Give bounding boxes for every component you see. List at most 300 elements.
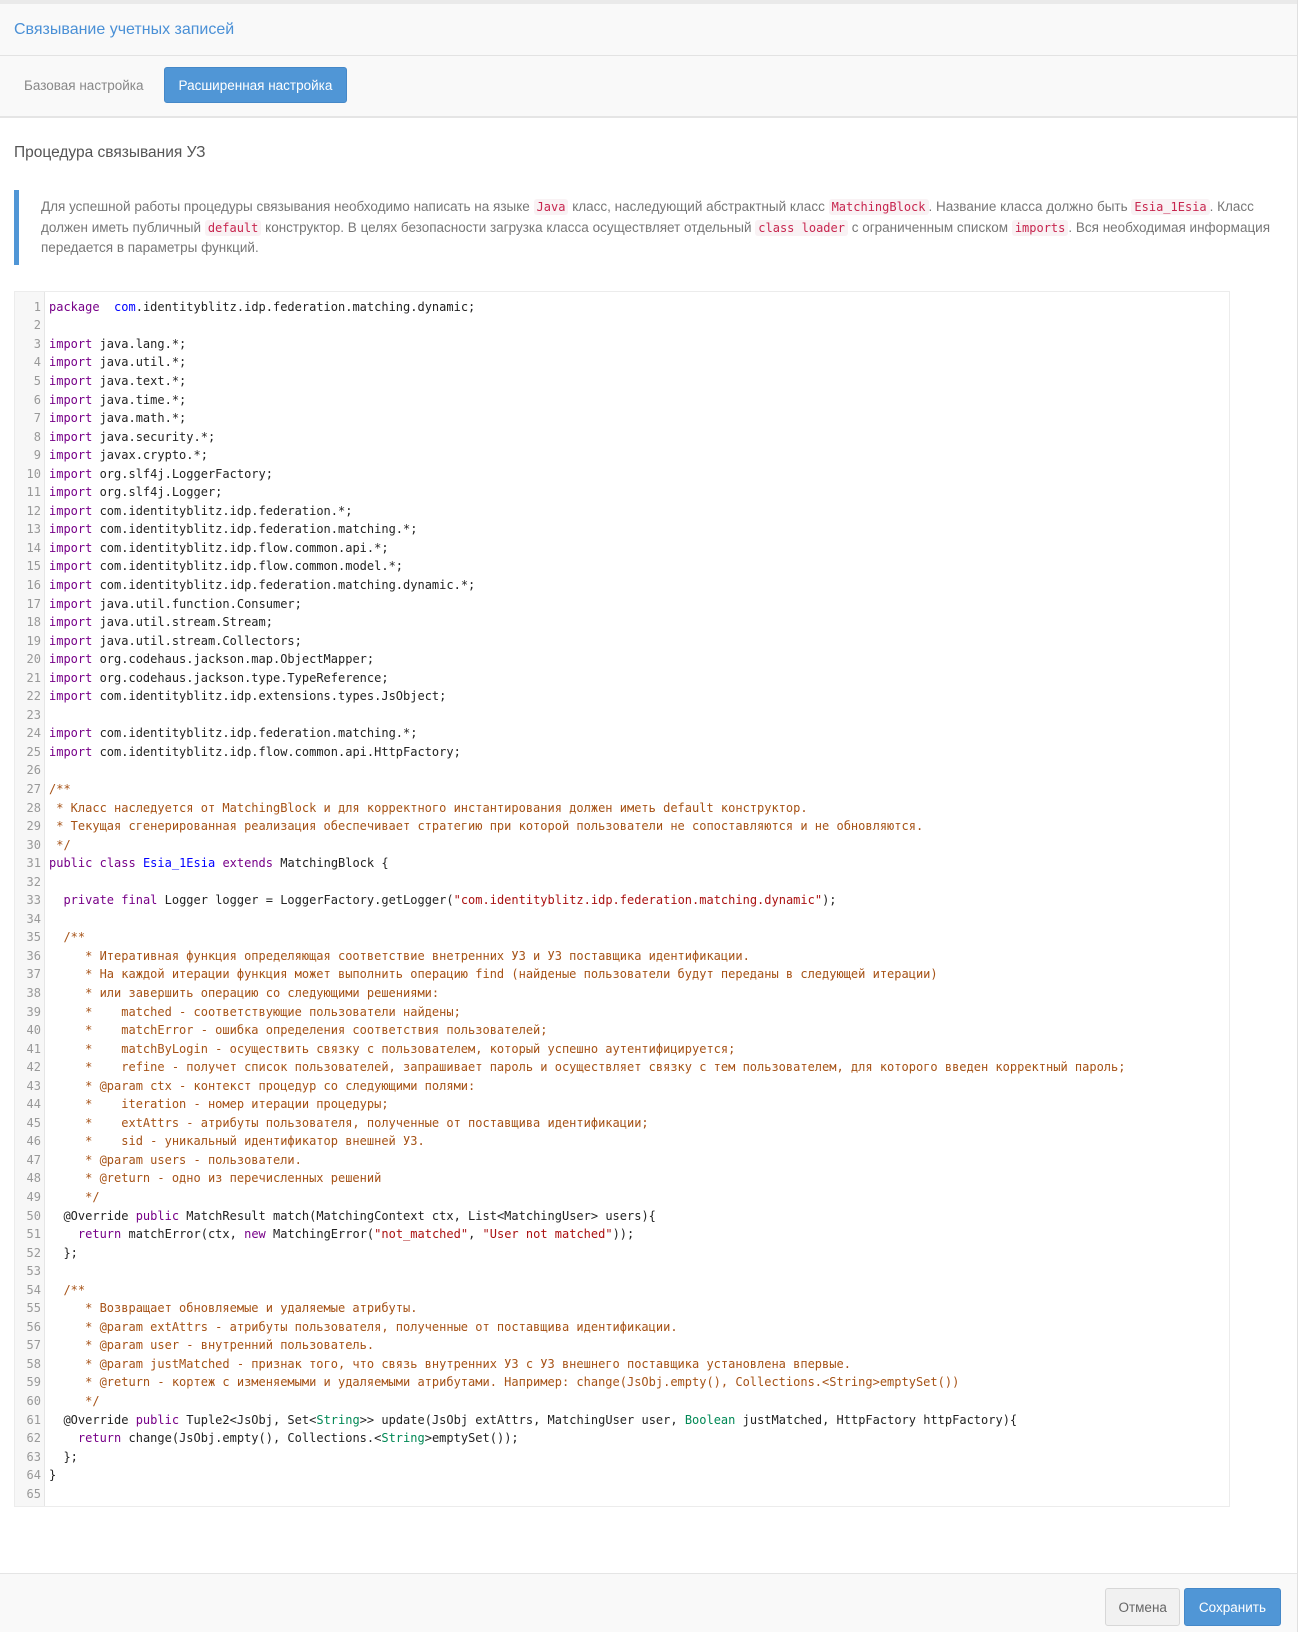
- line-number: 28: [26, 800, 41, 815]
- line-number: 52: [26, 1245, 41, 1260]
- line-number: 65: [26, 1486, 41, 1501]
- dialog-header: [0, 4, 1297, 56]
- code-line[interactable]: [15, 668, 1229, 687]
- code-line[interactable]: [15, 835, 1229, 854]
- code-token: import: [49, 373, 93, 388]
- code-token: @Override: [49, 1412, 136, 1427]
- line-number: 44: [26, 1097, 41, 1112]
- code-token: .identityblitz.idp.federation.matching.dynamic;: [135, 299, 476, 314]
- code-token: org.slf4j.Logger;: [92, 485, 223, 500]
- line-number: 56: [26, 1319, 41, 1334]
- code-line[interactable]: [15, 872, 1229, 891]
- code-line[interactable]: [15, 483, 1229, 502]
- line-number: 20: [26, 652, 41, 667]
- code-token: java.text.*;: [92, 373, 187, 388]
- code-text: [45, 485, 222, 499]
- callout-text: . Класс должен иметь публичный: [41, 199, 1254, 235]
- code-token: com.identityblitz.idp.extensions.types.JsObject;: [92, 689, 447, 704]
- code-token: import: [49, 726, 93, 741]
- code-line[interactable]: [15, 1076, 1229, 1095]
- inline-code: Esia_1Esia: [1131, 199, 1209, 215]
- code-token: * matchByLogin - осуществить связку с пользователем, который успешно аутентифицируется;: [49, 1041, 736, 1056]
- code-text: [45, 1450, 78, 1464]
- code-line[interactable]: [15, 891, 1229, 910]
- code-token: * refine - получет список пользователей, запрашивает пароль и осуществляет связку с тем пользователем, для которого введен корректный пароль;: [49, 1060, 1126, 1075]
- code-token: import: [49, 744, 93, 759]
- code-text: [45, 1301, 417, 1315]
- code-token: [100, 300, 114, 314]
- line-number: 45: [26, 1115, 41, 1130]
- code-line[interactable]: [15, 650, 1229, 669]
- inline-code: imports: [1012, 220, 1069, 236]
- code-text: [45, 1023, 548, 1037]
- code-token: };: [49, 1245, 78, 1260]
- code-token: change(JsObj.empty(), Collections.<: [121, 1431, 382, 1446]
- code-text: [45, 1134, 425, 1148]
- code-text: [45, 1394, 100, 1408]
- code-line[interactable]: [15, 1206, 1229, 1225]
- code-token: [49, 1431, 78, 1445]
- content: [0, 144, 1297, 1507]
- code-line[interactable]: [15, 1262, 1229, 1281]
- code-text: [45, 1153, 302, 1167]
- code-line[interactable]: [15, 1058, 1229, 1077]
- code-line[interactable]: [15, 631, 1229, 650]
- code-text: [45, 967, 938, 981]
- code-token: import: [49, 503, 93, 518]
- line-number: 29: [26, 819, 41, 834]
- line-number: 60: [26, 1394, 41, 1409]
- code-token: String: [381, 1431, 425, 1446]
- code-text: [45, 578, 475, 592]
- section-title: Процедура связывания УЗ: [14, 144, 206, 161]
- code-lines[interactable]: [15, 298, 1229, 1504]
- code-line[interactable]: [15, 1132, 1229, 1151]
- line-number: 51: [26, 1227, 41, 1242]
- code-token: [49, 893, 63, 907]
- code-text: [45, 949, 750, 963]
- code-line[interactable]: [15, 1299, 1229, 1318]
- inline-code: class loader: [755, 220, 848, 236]
- code-token: "com.identityblitz.idp.federation.matching.dynamic": [453, 893, 823, 908]
- code-token: new: [244, 1227, 266, 1242]
- code-text: [45, 1338, 374, 1352]
- code-line[interactable]: [15, 409, 1229, 428]
- code-token: * @return - кортеж с изменяемыми и удаляемыми атрибутами. Например: change(JsObj.empty(), Collections.<String>emptySet()): [49, 1375, 960, 1390]
- code-token: return: [77, 1431, 122, 1446]
- code-token: private: [63, 893, 115, 908]
- code-text: [45, 726, 417, 740]
- code-token: "User not matched": [482, 1227, 613, 1242]
- line-number: 12: [26, 503, 41, 518]
- code-token: * @return - одно из перечисленных решений: [49, 1171, 382, 1186]
- line-number: 1: [33, 299, 41, 314]
- callout-text: . Вся необходимая информация передается в параметры функций.: [41, 219, 1271, 255]
- code-token: "not_matched": [374, 1227, 469, 1242]
- code-text: [45, 522, 417, 536]
- code-token: org.codehaus.jackson.type.TypeReference;: [92, 670, 389, 685]
- code-line[interactable]: [15, 613, 1229, 632]
- line-number: 7: [33, 411, 41, 426]
- code-token: com.identityblitz.idp.flow.common.api.*;: [92, 540, 389, 555]
- code-token: import: [49, 652, 93, 667]
- code-token: class: [99, 856, 136, 871]
- inline-code: default: [205, 220, 262, 236]
- code-token: * @param user - внутренний пользователь.: [49, 1338, 375, 1353]
- line-number: 40: [26, 1023, 41, 1038]
- code-line[interactable]: [15, 594, 1229, 613]
- code-token: MatchResult match(MatchingContext ctx, List<MatchingUser> users){: [179, 1208, 656, 1223]
- line-number: 11: [26, 485, 41, 500]
- code-text: [45, 1209, 656, 1223]
- code-token: ,: [468, 1227, 483, 1242]
- code-token: final: [121, 893, 158, 908]
- cancel-button[interactable]: Отмена: [1105, 1588, 1179, 1626]
- code-token: import: [49, 689, 93, 704]
- code-line[interactable]: [15, 557, 1229, 576]
- code-text: [45, 1283, 85, 1297]
- code-line[interactable]: [15, 910, 1229, 929]
- code-token: java.util.stream.Collectors;: [92, 633, 302, 648]
- line-number: 17: [26, 596, 41, 611]
- code-line[interactable]: [15, 1169, 1229, 1188]
- code-line[interactable]: [15, 798, 1229, 817]
- code-text: [45, 393, 186, 407]
- code-token: javax.crypto.*;: [92, 448, 208, 463]
- code-token: org.slf4j.LoggerFactory;: [92, 466, 273, 481]
- line-number: 6: [33, 392, 41, 407]
- code-token: * matchError - ошибка определения соответствия пользователей;: [49, 1023, 548, 1038]
- code-text: [45, 782, 71, 796]
- code-token: import: [49, 411, 93, 426]
- code-text: [45, 374, 186, 388]
- line-number: 46: [26, 1134, 41, 1149]
- code-line[interactable]: [15, 1392, 1229, 1411]
- code-token: [49, 1283, 63, 1297]
- code-token: import: [49, 540, 93, 555]
- code-token: java.lang.*;: [92, 336, 187, 351]
- code-line[interactable]: [15, 464, 1229, 483]
- code-line[interactable]: [15, 576, 1229, 595]
- code-line[interactable]: [15, 502, 1229, 521]
- code-text: [45, 355, 186, 369]
- line-number: 47: [26, 1152, 41, 1167]
- line-number: 41: [26, 1041, 41, 1056]
- code-text: [45, 1227, 634, 1241]
- code-line[interactable]: [15, 390, 1229, 409]
- code-line[interactable]: [15, 984, 1229, 1003]
- code-text: [45, 430, 215, 444]
- code-text: [45, 819, 923, 833]
- code-line[interactable]: [15, 353, 1229, 372]
- line-number: 21: [26, 670, 41, 685]
- code-token: * Итеративная функция определяющая соответствие внетренних УЗ и УЗ поставщика идентификации.: [49, 948, 750, 963]
- code-token: extends: [222, 856, 274, 871]
- callout-text: . Название класса должно быть: [928, 199, 1132, 214]
- code-token: * iteration - номер итерации процедуры;: [49, 1097, 389, 1112]
- code-token: * @param extAttrs - атрибуты пользователя, полученные от поставщива идентификации.: [49, 1319, 678, 1334]
- code-line[interactable]: [15, 1336, 1229, 1355]
- code-token: java.util.function.Consumer;: [92, 596, 302, 611]
- code-text: [45, 986, 439, 1000]
- line-number: 48: [26, 1171, 41, 1186]
- line-number: 22: [26, 689, 41, 704]
- code-text: [45, 1320, 678, 1334]
- code-text: [45, 1246, 78, 1260]
- code-token: */: [49, 1394, 100, 1409]
- code-token: >emptySet());: [424, 1431, 519, 1446]
- line-number: 64: [26, 1468, 41, 1483]
- code-line[interactable]: [15, 1243, 1229, 1262]
- code-line[interactable]: [15, 706, 1229, 725]
- code-line[interactable]: [15, 1318, 1229, 1337]
- code-token: ));: [612, 1227, 635, 1242]
- code-text: [45, 300, 475, 314]
- tabs-bar: [0, 56, 1297, 118]
- code-token: import: [49, 466, 93, 481]
- code-token: com.identityblitz.idp.federation.matching.*;: [92, 726, 418, 741]
- code-token: MatchingError(: [265, 1227, 375, 1242]
- code-token: package: [49, 299, 100, 314]
- code-line[interactable]: [15, 1188, 1229, 1207]
- line-number: 24: [26, 726, 41, 741]
- code-text: [45, 634, 302, 648]
- code-text: [45, 893, 837, 907]
- info-callout: [14, 190, 1283, 265]
- code-line[interactable]: [15, 1151, 1229, 1170]
- line-number: 8: [33, 429, 41, 444]
- code-token: * или завершить операцию со следующими решениями:: [49, 986, 440, 1000]
- code-text: [45, 1116, 649, 1130]
- code-token: java.util.stream.Stream;: [92, 615, 273, 630]
- code-text: [45, 1413, 1017, 1427]
- code-text: [45, 411, 186, 425]
- code-token: * Класс наследуется от MatchingBlock и для корректного инстантирования должен иметь default конструктор.: [49, 800, 808, 815]
- code-line[interactable]: [15, 1039, 1229, 1058]
- line-number: 57: [26, 1338, 41, 1353]
- code-text: [45, 671, 389, 685]
- code-line[interactable]: [15, 743, 1229, 762]
- code-token: java.time.*;: [92, 392, 187, 407]
- code-token: import: [49, 355, 93, 370]
- line-number: 16: [26, 577, 41, 592]
- code-token: justMatched, HttpFactory httpFactory){: [735, 1412, 1018, 1427]
- code-line[interactable]: [15, 298, 1229, 317]
- code-token: java.math.*;: [92, 411, 187, 426]
- code-text: [45, 559, 403, 573]
- code-line[interactable]: [15, 539, 1229, 558]
- code-token: import: [49, 633, 93, 648]
- code-token: */: [49, 1190, 100, 1205]
- dialog-footer: [0, 1573, 1297, 1632]
- code-token: public: [135, 1412, 180, 1427]
- line-number: 14: [26, 540, 41, 555]
- code-line[interactable]: [15, 1114, 1229, 1133]
- code-token: Tuple2<JsObj, Set<: [179, 1412, 317, 1427]
- line-number: 5: [33, 373, 41, 388]
- code-line[interactable]: [15, 1373, 1229, 1392]
- code-line[interactable]: [15, 427, 1229, 446]
- code-text: [45, 1357, 851, 1371]
- code-token: @Override: [49, 1208, 136, 1223]
- code-line[interactable]: [15, 928, 1229, 947]
- code-line[interactable]: [15, 1355, 1229, 1374]
- code-token: com.identityblitz.idp.flow.common.api.HttpFactory;: [92, 744, 461, 759]
- code-line[interactable]: [15, 947, 1229, 966]
- code-token: com.identityblitz.idp.federation.matching.*;: [92, 522, 418, 537]
- code-token: com.identityblitz.idp.federation.*;: [92, 503, 353, 518]
- code-token: >> update(JsObj extAttrs, MatchingUser user,: [359, 1412, 685, 1427]
- line-number: 49: [26, 1190, 41, 1205]
- code-token: import: [49, 577, 93, 592]
- code-token: import: [49, 522, 93, 537]
- line-number: 3: [33, 336, 41, 351]
- code-editor[interactable]: [14, 291, 1230, 1507]
- code-token: * extAttrs - атрибуты пользователя, полученные от поставщива идентификации;: [49, 1115, 649, 1130]
- line-number: 34: [26, 911, 41, 926]
- code-token: [49, 930, 63, 944]
- code-token: [92, 856, 99, 870]
- code-line[interactable]: [15, 1429, 1229, 1448]
- code-line[interactable]: [15, 965, 1229, 984]
- code-text: [45, 856, 389, 870]
- code-token: import: [49, 485, 93, 500]
- tab-advanced-settings[interactable]: Расширенная настройка: [164, 67, 348, 103]
- callout-text: конструктор. В целях безопасности загрузка класса осуществляет отдельный: [261, 219, 756, 235]
- tab-basic-settings[interactable]: Базовая настройка: [24, 77, 144, 93]
- line-number: 23: [26, 707, 41, 722]
- code-line[interactable]: [15, 520, 1229, 539]
- code-text: [45, 597, 302, 611]
- line-number: 63: [26, 1449, 41, 1464]
- code-token: public: [135, 1208, 180, 1223]
- code-text: [45, 448, 208, 462]
- code-text: [45, 1190, 100, 1204]
- code-line[interactable]: [15, 1095, 1229, 1114]
- code-token: * @param justMatched - признак того, что связь внутренних УЗ с УЗ внешнего поставщика установлена впервые.: [49, 1356, 851, 1371]
- line-number: 35: [26, 930, 41, 945]
- code-token: public: [49, 856, 93, 871]
- code-line[interactable]: [15, 316, 1229, 335]
- code-text: [45, 1005, 461, 1019]
- line-number: 43: [26, 1078, 41, 1093]
- dialog-title: Связывание учетных записей: [14, 21, 235, 38]
- code-text: [45, 541, 389, 555]
- code-text: [45, 838, 71, 852]
- code-token: java.security.*;: [92, 429, 216, 444]
- code-token: MatchingBlock {: [273, 856, 389, 871]
- code-text: [45, 1468, 56, 1482]
- code-token: String: [316, 1412, 360, 1427]
- line-number: 54: [26, 1282, 41, 1297]
- line-number: 59: [26, 1375, 41, 1390]
- code-token: Logger logger = LoggerFactory.getLogger(: [157, 893, 454, 908]
- code-token: Esia_1Esia: [142, 856, 216, 871]
- line-number: 26: [26, 763, 41, 778]
- code-line[interactable]: [15, 817, 1229, 836]
- code-text: [45, 467, 273, 481]
- line-number: 37: [26, 967, 41, 982]
- code-text: [45, 1097, 389, 1111]
- code-token: * Возвращает обновляемые и удаляемые атрибуты.: [49, 1301, 418, 1316]
- code-text: [45, 1042, 735, 1056]
- code-line[interactable]: [15, 1225, 1229, 1244]
- line-number: 31: [26, 856, 41, 871]
- line-number: 50: [26, 1208, 41, 1223]
- code-token: import: [49, 596, 93, 611]
- code-line[interactable]: [15, 1447, 1229, 1466]
- code-token: java.util.*;: [92, 355, 187, 370]
- code-line[interactable]: [15, 1485, 1229, 1504]
- code-token: import: [49, 559, 93, 574]
- line-number: 10: [26, 466, 41, 481]
- code-line[interactable]: [15, 372, 1229, 391]
- line-number: 13: [26, 522, 41, 537]
- code-token: import: [49, 336, 93, 351]
- code-text: [45, 337, 186, 351]
- line-number: 55: [26, 1301, 41, 1316]
- code-token: return: [77, 1227, 122, 1242]
- code-token: com.identityblitz.idp.federation.matching.dynamic.*;: [92, 577, 476, 592]
- line-number: 39: [26, 1004, 41, 1019]
- code-line[interactable]: [15, 1466, 1229, 1485]
- code-line[interactable]: [15, 1410, 1229, 1429]
- code-token: * @param users - пользователи.: [49, 1152, 302, 1167]
- code-line[interactable]: [15, 780, 1229, 799]
- callout-text: Для успешной работы процедуры связывания необходимо написать на языке: [41, 199, 534, 214]
- line-number: 53: [26, 1264, 41, 1279]
- code-text: [45, 504, 352, 518]
- code-line[interactable]: [15, 687, 1229, 706]
- line-number: 42: [26, 1060, 41, 1075]
- code-token: );: [822, 893, 837, 908]
- line-number: 62: [26, 1431, 41, 1446]
- inline-code: MatchingBlock: [829, 199, 929, 215]
- code-token: matchError(ctx,: [121, 1227, 245, 1242]
- code-token: /**: [63, 1282, 86, 1297]
- code-text: [45, 615, 273, 629]
- line-number: 15: [26, 559, 41, 574]
- code-token: * Текущая сгенерированная реализация обеспечивает стратегию при которой пользователи не сопоставляются и не обновляются.: [49, 819, 924, 834]
- code-token: * На каждой итерации функция может выполнить операцию find (найденые пользователи будут переданы в следующей итерации): [49, 967, 938, 982]
- code-line[interactable]: [15, 761, 1229, 780]
- code-text: [45, 745, 461, 759]
- code-line[interactable]: [15, 1021, 1229, 1040]
- code-line[interactable]: [15, 854, 1229, 873]
- code-line[interactable]: [15, 1002, 1229, 1021]
- code-token: * matched - соответствующие пользователи найдены;: [49, 1004, 461, 1019]
- code-line[interactable]: [15, 335, 1229, 354]
- code-token: import: [49, 615, 93, 630]
- code-line[interactable]: [15, 446, 1229, 465]
- code-text: [45, 1060, 1125, 1074]
- line-number: 30: [26, 837, 41, 852]
- line-number: 61: [26, 1412, 41, 1427]
- inline-code: Java: [534, 199, 569, 215]
- code-line[interactable]: [15, 1280, 1229, 1299]
- code-line[interactable]: [15, 724, 1229, 743]
- code-text: [45, 652, 374, 666]
- line-number: 58: [26, 1356, 41, 1371]
- code-token: /**: [49, 781, 71, 796]
- line-number: 9: [33, 448, 41, 463]
- code-text: [45, 1375, 959, 1389]
- code-text: [45, 1079, 475, 1093]
- save-button[interactable]: Сохранить: [1184, 1588, 1281, 1626]
- code-token: };: [49, 1449, 78, 1464]
- line-number: 32: [26, 874, 41, 889]
- code-text: [45, 1171, 381, 1185]
